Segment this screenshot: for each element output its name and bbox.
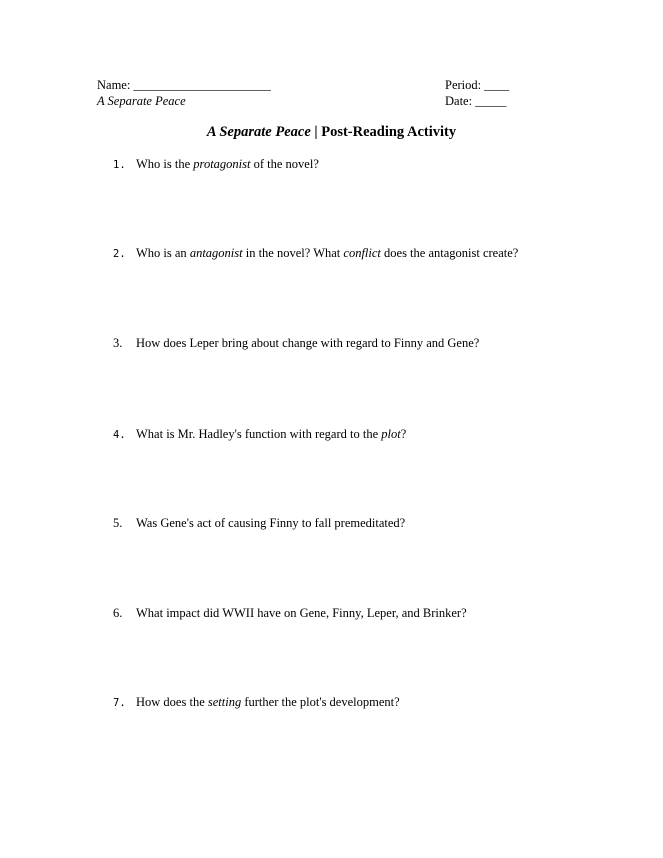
name-label: Name: [97,78,131,92]
question-5 [113,515,405,531]
question-text: Who is an [136,246,190,260]
question-number: 2. [113,248,126,260]
question-4 [113,426,406,443]
question-text: Was Gene's act of causing Finny to fall premeditated? [136,516,406,530]
question-2 [113,245,518,262]
book-title-line [97,93,271,109]
question-number: 7. [113,697,126,709]
title-book: A Separate Peace [206,124,311,140]
book-title: A Separate Peace [97,94,186,108]
name-blank[interactable]: ______________________ [133,78,271,92]
question-term: plot [381,427,401,441]
question-text: What impact did WWII have on Gene, Finny, Leper, and Brinker? [136,606,467,620]
question-text: in the novel? What [242,246,344,260]
question-number: 5. [113,516,123,530]
date-blank[interactable]: _____ [475,94,507,108]
header-left [97,77,271,109]
question-term: antagonist [189,246,243,260]
question-7 [113,694,400,711]
question-number: 6. [113,606,123,620]
period-label: Period: [445,78,482,92]
period-line [445,77,509,93]
header-right [445,77,509,109]
question-text: Who is the [136,157,194,171]
period-blank[interactable]: ____ [484,78,510,92]
question-text: of the novel? [250,157,319,171]
question-number: 4. [113,429,126,441]
page-title [0,124,663,141]
question-term: setting [207,695,242,709]
date-label: Date: [445,94,473,108]
question-text: How does Leper bring about change with regard to Finny and Gene? [136,336,480,350]
question-term: conflict [343,246,381,260]
title-rest: | Post-Reading Activity [310,124,457,140]
question-1 [113,156,319,173]
question-term: protagonist [193,157,251,171]
name-line [97,77,271,93]
question-text: ? [400,427,407,441]
question-text: What is Mr. Hadley's function with regard to the [136,427,382,441]
question-text: does the antagonist create? [380,246,519,260]
question-6 [113,605,467,621]
date-line [445,93,509,109]
question-text: further the plot's development? [241,695,400,709]
question-number: 3. [113,336,123,350]
question-3 [113,335,479,351]
question-number: 1. [113,159,126,171]
question-text: How does the [136,695,208,709]
